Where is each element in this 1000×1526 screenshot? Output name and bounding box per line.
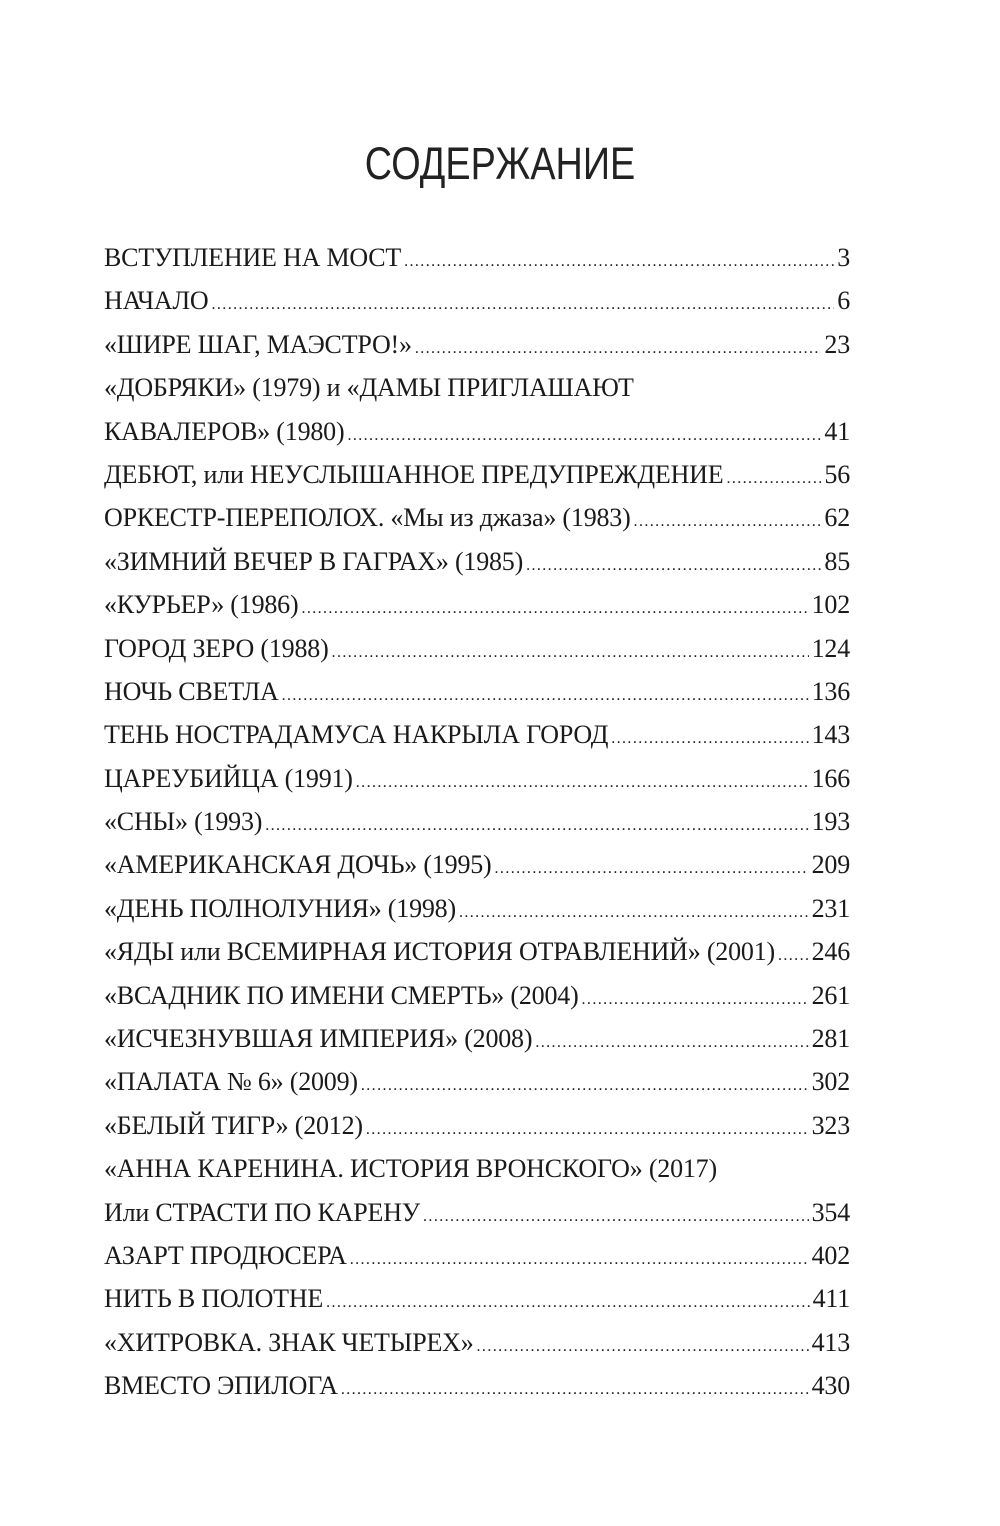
dot-leader (535, 1035, 808, 1051)
toc-entry-title: НОЧЬ СВЕТЛА (104, 676, 279, 706)
dot-leader (477, 1339, 809, 1355)
dot-leader (611, 731, 808, 747)
toc-entry-title: «СНЫ» (1993) (104, 807, 263, 837)
toc-entry-title: НАЧАЛО (104, 286, 209, 316)
dot-leader (326, 1295, 809, 1311)
toc-entry (104, 1364, 850, 1407)
toc-entry-page: 411 (812, 1284, 850, 1314)
toc-entry-page: 56 (824, 459, 850, 489)
toc-entry-title: «ШИРЕ ШАГ, МАЭСТРО!» (104, 329, 412, 359)
toc-entry (104, 800, 850, 843)
toc-entry-page: 430 (811, 1371, 850, 1401)
toc-entry-title: НИТЬ В ПОЛОТНЕ (104, 1284, 324, 1314)
toc-entry-title: ОРКЕСТР-ПЕРЕПОЛОХ. «Мы из джаза» (1983) (104, 503, 631, 533)
dot-leader (341, 1382, 809, 1398)
dot-leader (415, 341, 822, 357)
toc-entry-title: «КУРЬЕР» (1986) (104, 590, 299, 620)
toc-entry-first-line (104, 366, 850, 409)
toc-entry (104, 670, 850, 713)
toc-entry-page: 231 (811, 893, 850, 923)
toc-entry-title: Или СТРАСТИ ПО КАРЕНУ (104, 1197, 421, 1227)
toc-entry-page: 102 (811, 590, 850, 620)
toc-entry (104, 627, 850, 670)
toc-entry (104, 757, 850, 800)
toc-entry-title: «ЯДЫ или ВСЕМИРНАЯ ИСТОРИЯ ОТРАВЛЕНИЙ» (2001) (104, 937, 775, 967)
toc-entry-title: АЗАРТ ПРОДЮСЕРА (104, 1240, 347, 1270)
toc-entry (104, 930, 850, 973)
toc-entry (104, 236, 850, 279)
dot-leader (582, 992, 809, 1008)
toc-entry (104, 453, 850, 496)
toc-entry-page: 166 (811, 763, 850, 793)
toc-entry-page: 62 (824, 503, 850, 533)
toc-entry (104, 887, 850, 930)
toc-entry-page: 246 (811, 937, 850, 967)
toc-entry-first-line (104, 1147, 850, 1190)
toc-entry-title: «ПАЛАТА № 6» (2009) (104, 1067, 358, 1097)
dot-leader (301, 601, 808, 617)
dot-leader (495, 861, 809, 877)
toc-entry-page: 354 (811, 1197, 850, 1227)
toc-entry-title: «ДЕНЬ ПОЛНОЛУНИЯ» (1998) (104, 893, 456, 923)
toc-entry (104, 1191, 850, 1234)
toc-entry (104, 843, 850, 886)
toc-entry-page: 323 (811, 1110, 850, 1140)
toc-entry-title: «БЕЛЫЙ ТИГР» (2012) (104, 1110, 363, 1140)
toc-entry-title: КАВАЛЕРОВ» (1980) (104, 416, 345, 446)
toc-entry (104, 974, 850, 1017)
toc-entry-page: 193 (811, 807, 850, 837)
dot-leader (265, 818, 808, 834)
table-of-contents (104, 236, 850, 1408)
dot-leader (347, 428, 821, 444)
toc-entry-title: ДЕБЮТ, или НЕУСЛЫШАННОЕ ПРЕДУПРЕЖДЕНИЕ (104, 459, 724, 489)
page-title: СОДЕРЖАНИЕ (364, 138, 636, 189)
dot-leader (332, 645, 809, 661)
dot-leader (282, 688, 809, 704)
toc-entry-title: «ЗИМНИЙ ВЕЧЕР В ГАГРАХ» (1985) (104, 546, 524, 576)
toc-entry-title: «ИСЧЕЗНУВШАЯ ИМПЕРИЯ» (2008) (104, 1024, 533, 1054)
toc-entry-page: 23 (824, 329, 850, 359)
toc-entry-page: 6 (837, 286, 850, 316)
dot-leader (726, 471, 821, 487)
toc-entry-title: ЦАРЕУБИЙЦА (1991) (104, 763, 353, 793)
dot-leader (526, 558, 821, 574)
toc-entry (104, 1060, 850, 1103)
toc-entry-page: 209 (811, 850, 850, 880)
dot-leader (778, 948, 809, 964)
toc-entry (104, 279, 850, 322)
toc-entry (104, 1017, 850, 1060)
toc-entry-page: 136 (811, 676, 850, 706)
toc-entry-title: ВСТУПЛЕНИЕ НА МОСТ (104, 243, 402, 272)
toc-entry-title: «АМЕРИКАНСКАЯ ДОЧЬ» (1995) (104, 850, 492, 880)
toc-entry (104, 713, 850, 756)
toc-entry-page: 3 (837, 243, 850, 272)
toc-entry-page: 85 (824, 546, 850, 576)
toc-entry (104, 540, 850, 583)
toc-entry-title: ГОРОД ЗЕРО (1988) (104, 633, 329, 663)
dot-leader (356, 775, 809, 791)
toc-entry (104, 496, 850, 539)
toc-entry-title: «ВСАДНИК ПО ИМЕНИ СМЕРТЬ» (2004) (104, 980, 579, 1010)
toc-entry (104, 323, 850, 366)
toc-entry (104, 1234, 850, 1277)
toc-entry-page: 124 (811, 633, 850, 663)
toc-entry-page: 261 (811, 980, 850, 1010)
toc-entry-title: ТЕНЬ НОСТРАДАМУСА НАКРЫЛА ГОРОД (104, 720, 609, 750)
dot-leader (423, 1209, 809, 1225)
dot-leader (634, 514, 822, 530)
toc-entry-title: «ДОБРЯКИ» (1979) и «ДАМЫ ПРИГЛАШАЮТ (104, 373, 634, 403)
toc-entry (104, 1321, 850, 1364)
toc-entry-page: 143 (811, 720, 850, 750)
toc-entry (104, 410, 850, 453)
toc-entry-title: ВМЕСТО ЭПИЛОГА (104, 1371, 338, 1401)
toc-entry-page: 281 (811, 1024, 850, 1054)
toc-entry-page: 41 (824, 416, 850, 446)
toc-entry (104, 1277, 850, 1320)
dot-leader (366, 1122, 809, 1138)
dot-leader (459, 905, 809, 921)
toc-entry-page: 402 (811, 1240, 850, 1270)
toc-entry-page: 302 (811, 1067, 850, 1097)
toc-entry (104, 1104, 850, 1147)
dot-leader (212, 297, 835, 313)
toc-entry (104, 583, 850, 626)
dot-leader (350, 1252, 809, 1268)
dot-leader (361, 1078, 809, 1094)
toc-entry-title: «АННА КАРЕНИНА. ИСТОРИЯ ВРОНСКОГО» (2017) (104, 1154, 717, 1184)
dot-leader (404, 254, 834, 270)
toc-entry-title: «ХИТРОВКА. ЗНАК ЧЕТЫРЕХ» (104, 1327, 474, 1357)
toc-entry-page: 413 (811, 1327, 850, 1357)
